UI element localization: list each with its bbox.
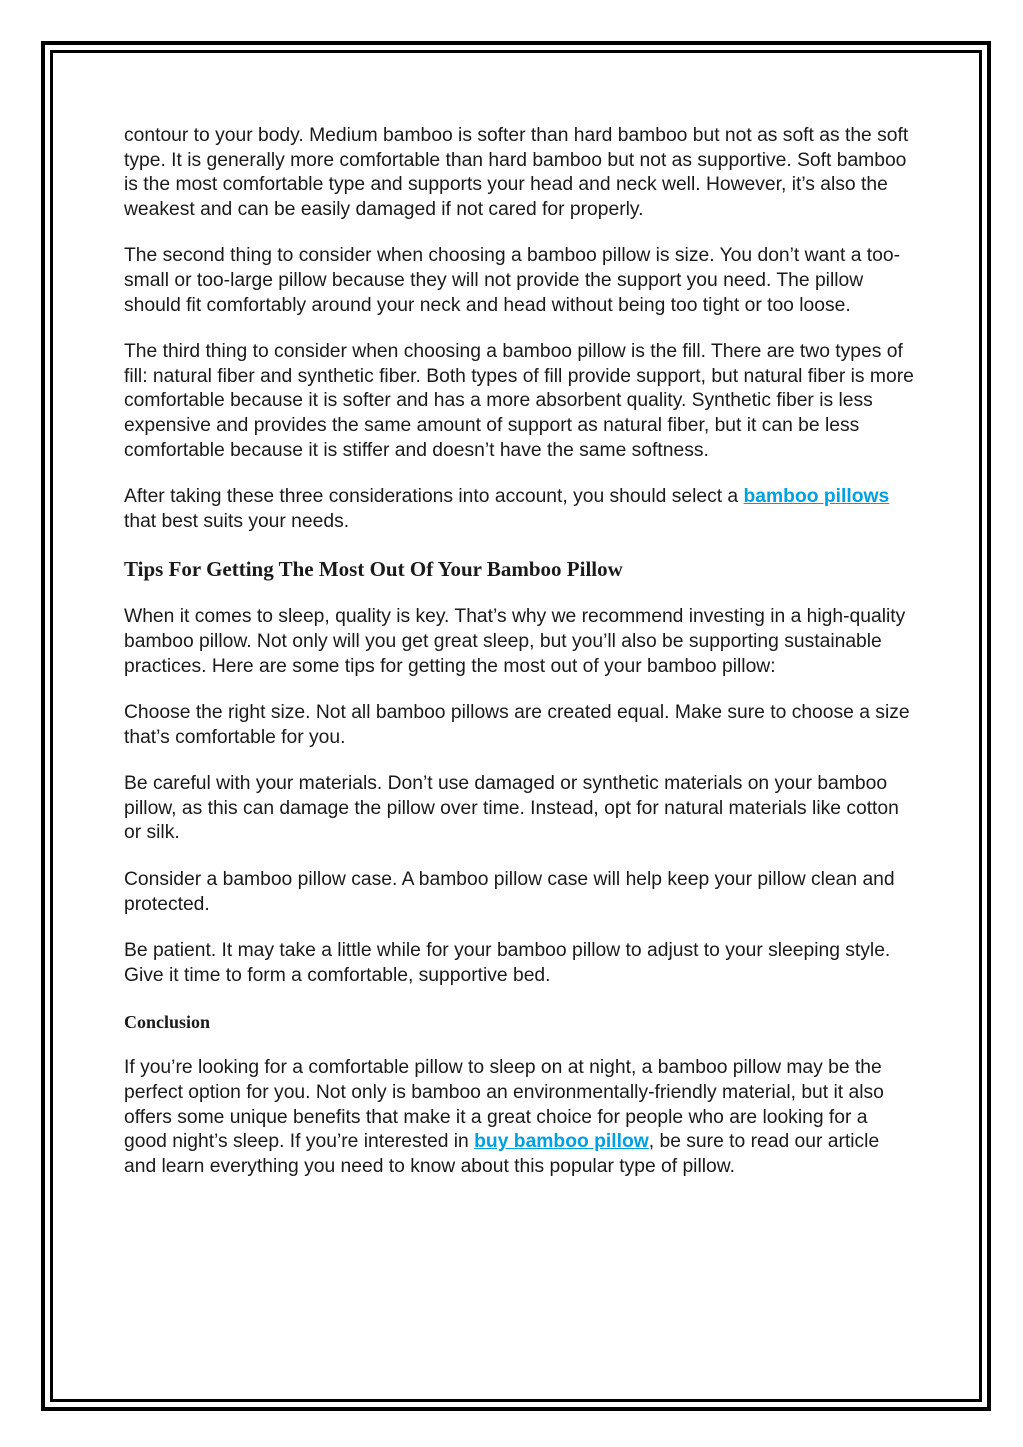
select-text-before: After taking these three considerations into account, you should select a xyxy=(124,486,744,508)
tip-materials-paragraph: Be careful with your materials. Don’t use damaged or synthetic materials on your bamboo pillow, as this can damage the pillow over time. Instead, opt for natural materials like cotton or silk. xyxy=(124,773,899,844)
tips-intro-paragraph: When it comes to sleep, quality is key. That’s why we recommend investing in a high-quality bamboo pillow. Not only will you get great sleep, but you’ll also be supporting sustainable practices. Here are some tips for getting the most out of your bamboo pillow: xyxy=(124,606,906,677)
conclusion-text-after: , be sure to read our article and learn everything you need to know about this popular type of pillow. xyxy=(124,1131,880,1177)
bamboo-pillows-link[interactable]: bamboo pillows xyxy=(743,486,890,508)
select-text-after: that best suits your needs. xyxy=(124,510,350,532)
buy-bamboo-pillow-link[interactable]: buy bamboo pillow xyxy=(474,1131,649,1153)
conclusion-heading: Conclusion xyxy=(124,1012,211,1033)
conclusion-text-before: If you’re looking for a comfortable pillow to sleep on at night, a bamboo pillow may be the perfect option for you. Not only is bamboo an environmentally-friendly material, but it also offers some unique benefits that make it a great choice for people who are looking for a good night’s sleep. If you’re interested in xyxy=(124,1057,884,1153)
paragraph-fill: The third thing to consider when choosing a bamboo pillow is the fill. There are two types of fill: natural fiber and synthetic fiber. Both types of fill provide support, but natural fiber is more comfortable because it is softer and has a more absorbent quality. Synthetic fiber is less expensive and provides the same amount of support as natural fiber, but it can be less comfortable because it is stiffer and doesn’t have the same softness. xyxy=(124,341,914,461)
paragraph-bamboo-types: contour to your body. Medium bamboo is softer than hard bamboo but not as soft as the soft type. It is generally more comfortable than hard bamboo but not as supportive. Soft bamboo is the most comfortable type and supports your head and neck well. However, it’s also the weakest and can be easily damaged if not cared for properly. xyxy=(124,125,909,220)
tip-case-paragraph: Consider a bamboo pillow case. A bamboo pillow case will help keep your pillow clean and protected. xyxy=(124,869,895,915)
document-body xyxy=(124,124,914,1201)
paragraph-size: The second thing to consider when choosing a bamboo pillow is size. You don’t want a too-small or too-large pillow because they will not provide the support you need. The pillow should fit comfortably around your neck and head without being too tight or too loose. xyxy=(124,245,901,316)
tip-size-paragraph: Choose the right size. Not all bamboo pillows are created equal. Make sure to choose a size that’s comfortable for you. xyxy=(124,702,910,748)
paragraph-select xyxy=(124,485,914,534)
tips-heading: Tips For Getting The Most Out Of Your Bamboo Pillow xyxy=(124,557,623,582)
conclusion-paragraph xyxy=(124,1056,914,1179)
tip-patience-paragraph: Be patient. It may take a little while for your bamboo pillow to adjust to your sleeping style. Give it time to form a comfortable, supportive bed. xyxy=(124,940,891,986)
